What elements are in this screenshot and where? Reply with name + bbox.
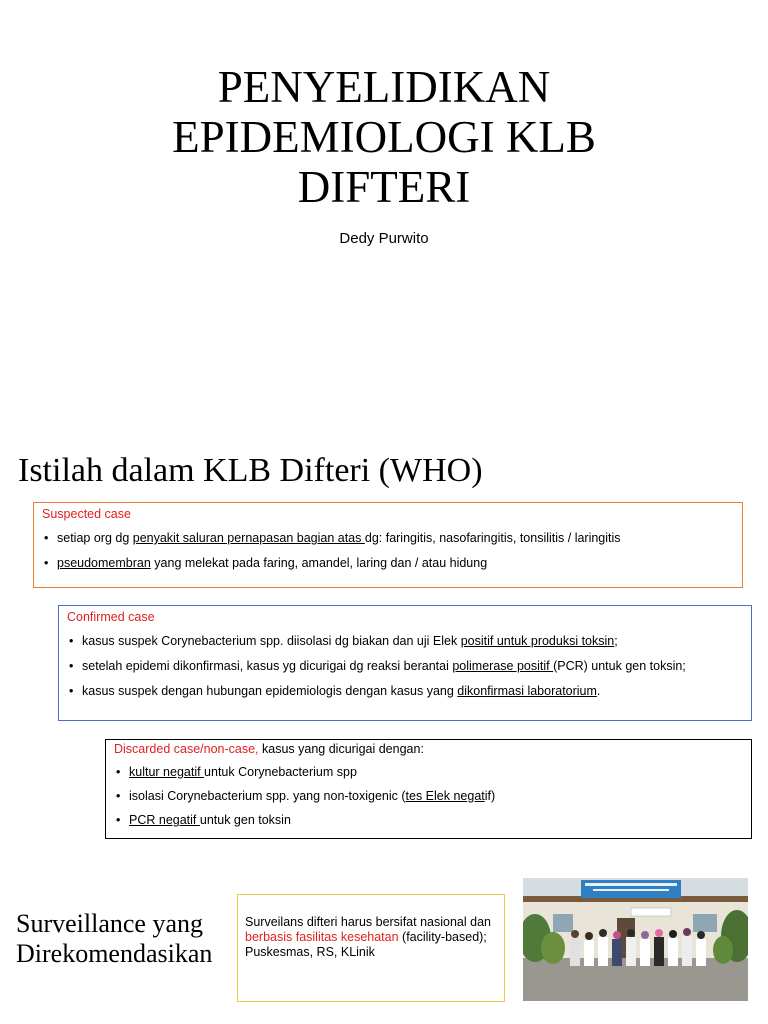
box-label: Suspected case [42,507,131,521]
text: Surveilans difteri harus bersifat nasional dan [245,915,491,929]
list-item [42,556,734,571]
list-item [114,789,743,804]
surveillance-slide [0,865,768,1024]
box-label: Confirmed case [67,610,155,624]
list-item [67,684,743,699]
text: isolasi Corynebacterium spp. yang non-toxigenic ( [129,789,406,803]
text: ; [614,634,618,648]
text: setiap org dg [57,531,133,545]
text: kasus yang dicurigai dengan: [258,742,424,756]
text: untuk Corynebacterium spp [204,765,357,779]
heading-line: Direkomendasikan [16,939,213,968]
text: untuk gen toksin [199,813,291,827]
slide-heading: Istilah dalam KLB Difteri (WHO) [18,452,483,489]
suspected-case-box [33,502,743,588]
list-item [42,531,734,546]
text: if) [484,789,496,803]
group-photo-image [523,878,748,1001]
underlined-text: tes Elek negat [405,789,485,803]
list-item [67,634,743,649]
underlined-text: positif untuk produksi toksin [460,634,615,648]
text: kasus suspek dengan hubungan epidemiologis dengan kasus yang [82,684,458,698]
list-item [114,813,743,828]
underlined-text: pseudomembran [57,556,151,570]
slide-title [0,62,768,212]
surveillance-text-box [237,894,505,1002]
underlined-text: kultur negatif [129,765,205,779]
text: (facility-based); Puskesmas, RS, KLinik [245,930,487,959]
box-label [114,742,743,756]
highlight-red-text: berbasis fasilitas kesehatan [245,930,399,944]
underlined-text: PCR negatif [129,813,200,827]
title-line: DIFTERI [297,162,471,212]
underlined-text: penyakit saluran pernapasan bagian atas [132,531,365,545]
list-item [67,659,743,674]
title-slide [0,0,768,420]
title-line: EPIDEMIOLOGI KLB [172,112,596,162]
group-photo [523,878,748,1001]
title-line: PENYELIDIKAN [217,62,551,112]
definitions-slide [0,420,768,865]
text: yang melekat pada faring, amandel, laring dan / atau hidung [150,556,488,570]
text: dg: faringitis, nasofaringitis, tonsilitis / laringitis [364,531,621,545]
text: setelah epidemi dikonfirmasi, kasus yg dicurigai dg reaksi berantai [82,659,453,673]
text: kasus suspek Corynebacterium spp. diisolasi dg biakan dan uji Elek [82,634,461,648]
text: (PCR) untuk gen toksin; [553,659,686,673]
list-item [114,765,743,780]
label-red-text: Discarded case/non-case, [114,742,259,756]
underlined-text: polimerase positif [452,659,554,673]
text: . [596,684,601,698]
discarded-case-box [105,739,752,839]
heading-line: Surveillance yang [16,909,203,938]
author-name: Dedy Purwito [339,230,429,247]
slide-heading [16,909,212,969]
underlined-text: dikonfirmasi laboratorium [457,684,597,698]
confirmed-case-box [58,605,752,721]
